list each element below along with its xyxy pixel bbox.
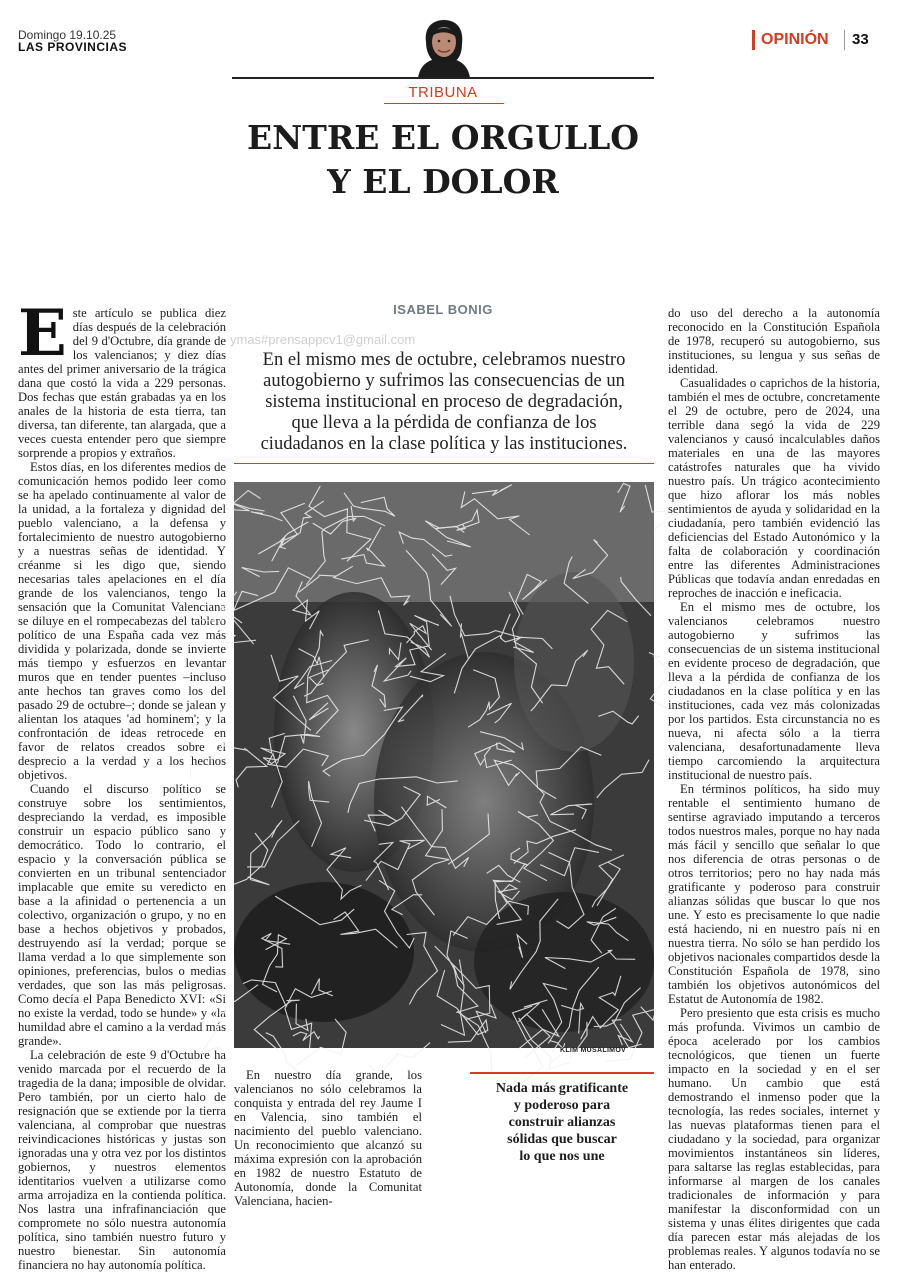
paragraph: En nuestro día grande, los valencianos no sólo celebramos la conquista y entrada del rey Jaume I en Valencia, sino también el nacimiento del pueblo valenciano. Un reconocimiento que alcanzó su máxima expresión con la aprobación en 1982 de nuestro Estatuto de Autonomía, donde la Comunitat Valenciana, hacien- xyxy=(234,1068,422,1208)
pull-quote-line: sólidas que buscar xyxy=(507,1132,617,1147)
article-column-3 xyxy=(668,306,880,1272)
paragraph: En el mismo mes de octubre, los valencianos celebramos nuestro autogobierno y sufrimos las consecuencias de un sistema institucional en evidente proceso de degradación, que lleva a la pérdida de confianza de los ciudadanos en la clase política y en las instituciones, cada vez más colonizadas por los partidos. Esta circunstancia no es nueva, ni afecta sólo a la tierra valenciana, desafortunadamente lleva tiempo carcomiendo la arquitectura institucional de nuestro país. xyxy=(668,600,880,782)
pull-quote-line: Nada más gratificante xyxy=(495,1081,629,1096)
photo-credit: KLIM MUSALIMOV xyxy=(560,1047,627,1054)
paragraph: do uso del derecho a la autonomía reconocido en la Constitución Española de 1978, recuperó su autogobierno, sus instituciones, su lengua y sus señas de identidad. xyxy=(668,306,880,376)
author-byline: ISABEL BONIG xyxy=(393,302,493,317)
article-column-1 xyxy=(18,296,226,1272)
kicker-underline xyxy=(384,103,504,104)
pull-quote-line: lo que nos une xyxy=(519,1149,605,1164)
paragraph: ste artículo se publica diez días después de la celebración del 9 d'Octubre, día grande de los valencianos; y diez días antes del primer aniversario de la trágica dana que costó la vida a 229 personas. Dos fechas que están grabadas ya en los anales de la historia de esta tierra, tan diversa, tan diferente, tan alargada, que a veces cuesta entender pero que siempre sorprende a propios y extraños. xyxy=(18,306,226,460)
article-column-2 xyxy=(234,1068,422,1208)
title-line: Y EL DOLOR xyxy=(327,162,559,201)
page-number: 33 xyxy=(852,31,869,48)
deck-divider xyxy=(234,463,654,464)
email-watermark: ymas#prensappcv1@gmail.com xyxy=(230,332,416,347)
pull-quote xyxy=(470,1072,654,1165)
newspaper-name: LAS PROVINCIAS xyxy=(18,40,128,54)
section-label: OPINIÓN xyxy=(752,30,829,50)
header-rule xyxy=(232,77,654,79)
header-divider xyxy=(844,30,845,50)
paragraph: Cuando el discurso político se construye sobre los sentimientos, despreciando la verdad, es imposible construir un espacio público sano y democrático. Todo lo contrario, el espacio y la conversación pública se convierten en un tribunal sentenciador implacable que emite su veredicto en base a la afinidad o pertenencia a un colectivo, organización o grupo, y no en base a hechos objetivos y probados, destruyendo así la verdad; porque se llama verdad a lo que simplemente son opiniones, preferencias, bulos o medias verdades, que son las más peligrosas. Como decía el Papa Benedicto XVI: «Si no existe la verdad, todo se hunde» y «la humildad abre el camino a la verdad más grande». xyxy=(18,782,226,1048)
section-kicker: TRIBUNA xyxy=(408,84,478,101)
paragraph: En términos políticos, ha sido muy rentable el sentimiento humano de sentirse agraviado imputando a terceros todos nuestros males, porque no hay nada más fácil y sencillo que señalar lo que nos diferencia de otras personas o de otros territorios; pero no hay nada más gratificante y poderoso para construir alianzas sólidas que buscar lo que nos une. Y esto es precisamente lo que nadie está haciendo, ni en nuestro país ni en nuestra tierra. No sólo se han perdido los objetivos nacionales compartidos desde la Constitución Española de 1978, sino también los objetivos autonómicos del Estatut de Autonomía de 1982. xyxy=(668,782,880,1006)
issue-date: Domingo 19.10.25 xyxy=(18,28,117,42)
author-portrait xyxy=(412,16,476,78)
title-line: ENTRE EL ORGULLO xyxy=(246,118,640,157)
article-title xyxy=(180,116,706,204)
pull-quote-line: construir alianzas xyxy=(508,1115,616,1130)
pull-quote-line: y poderoso para xyxy=(513,1098,611,1113)
paragraph: Pero presiento que esta crisis es mucho más profunda. Vivimos un cambio de época acelerado por los cambios tecnológicos, que tienen un fuerte impacto en la sociedad y en el ser humano. Un cambio que está demostrando el inmenso poder que la tecnología, las redes sociales, internet y las nuevas plataformas tienen para el ciudadano y la sociedad, para organizar movimientos instantáneos sin líderes, para saltarse las reglas establecidas, para informarse al margen de los canales tradicionales de información y para manifestar la disconformidad con un sistema y unas élites dirigentes que cada día parecen estar más alejadas de los problemas reales. Y algunos todavía no se han enterado. xyxy=(668,1006,880,1272)
paragraph: La celebración de este 9 d'Octubre ha venido marcada por el recuerdo de la tragedia de la dana; imposible de olvidar. Pero también, por un cierto halo de resignación que se extiende por la tierra valenciana, al comprobar que nuestras reivindicaciones históricas y justas son ignoradas una y otra vez por los distintos gobiernos, y nuestros elementos identitarios vuelven a utilizarse como arma arrojadiza en la contienda política. Nos lastra una infrafinanciación que compromete no sólo nuestra autonomía política, sino también nuestro futuro y nuestro bienestar. Sin autonomía financiera no hay autonomía política. xyxy=(18,1048,226,1272)
paragraph: Casualidades o caprichos de la historia, también el mes de octubre, concretamente el 29 de octubre, pero de 2024, una terrible dana segó la vida de 229 valencianos y causó incalculables daños materiales en una de las mayores catástrofes naturales que ha vivido nuestro país. Un trágico acontecimiento que hizo aflorar los más nobles sentimientos de ayuda y solidaridad en la ciudadanía, pero también evidenció las deficiencias del Estado Autonómico y la falta de colaboración y coordinación entre las diferentes Administraciones Públicas que todavía andan enredadas en reproches de inacción e ineficacia. xyxy=(668,376,880,600)
cracked-glass-photo xyxy=(234,482,654,1048)
drop-cap: E xyxy=(18,296,67,371)
paragraph: Estos días, en los diferentes medios de comunicación hemos podido leer como se ha apelado continuamente al valor de la unidad, a la fortaleza y dignidad del pueblo valenciano, a la defensa y fortalecimiento de nuestro autogobierno y a nuestras señas de identidad. Y créanme si les digo que, siendo necesarias tales apelaciones en el día grande de los valencianos, tengo la sensación que la Comunitat Valenciana se diluye en el rompecabezas del tablero político de una España cada vez más dividida y polarizada, donde se invierte más tiempo y esfuerzos en levantar muros que en tender puentes –incluso ante hechos tan graves como los del pasado 29 de octubre–; donde se jalean y alientan los ataques 'ad hominem'; y la confrontación de ideas retrocede en favor de relatos creados sobre el desprecio a la verdad y a los hechos objetivos. xyxy=(18,460,226,782)
article-deck: En el mismo mes de octubre, celebramos nuestro autogobierno y sufrimos las consecuencias de un sistema institucional en proceso de degradación, que lleva a la pérdida de confianza de los ciudadanos en la clase política y las instituciones. xyxy=(260,350,628,454)
